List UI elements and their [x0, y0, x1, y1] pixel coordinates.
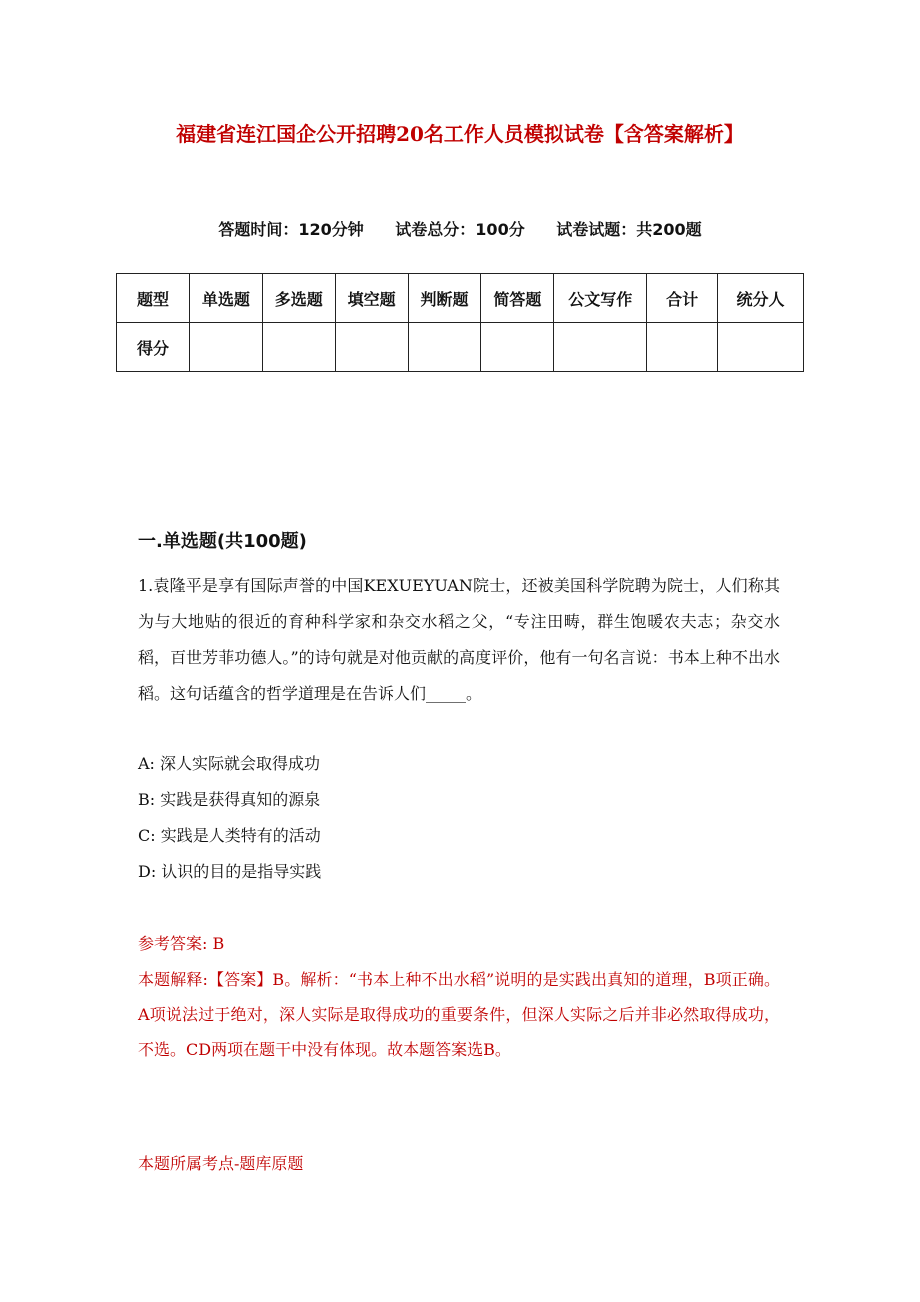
exam-meta — [0, 216, 920, 244]
question-text: 1.袁隆平是享有国际声誉的中国KEXUEYUAN院士，还被美国科学院聘为院士，人们称其为与大地贴的很近的育种科学家和杂交水稻之父，“专注田畴，群生饱暖农夫志；杂交水稻，百世芳菲功德人。”的诗句就是对他贡献的高度评价，他有一句名言说：书本上种不出水稻。这句话蕴含的哲学道理是在告诉人们_____。 — [138, 576, 780, 703]
section-heading: 一.单选题(共100题) — [138, 531, 307, 552]
score-table-header-cell: 统分人 — [718, 274, 804, 323]
score-cell — [481, 323, 554, 372]
score-table-header-cell: 多选题 — [262, 274, 335, 323]
score-table-header-cell: 公文写作 — [554, 274, 647, 323]
page-title: 福建省连江国企公开招聘20名工作人员模拟试卷【含答案解析】 — [176, 122, 744, 146]
score-cell — [408, 323, 481, 372]
option-a: A: 深人实际就会取得成功 — [138, 754, 321, 773]
score-table-score-row — [117, 323, 804, 372]
exam-time: 答题时间：120分钟 — [218, 220, 364, 239]
reference-answer: 参考答案: B — [138, 934, 225, 953]
option-d: D: 认识的目的是指导实践 — [138, 862, 322, 881]
score-cell — [262, 323, 335, 372]
score-table-header-cell: 简答题 — [481, 274, 554, 323]
score-row-label: 得分 — [117, 323, 190, 372]
score-table-header-cell: 合计 — [647, 274, 718, 323]
score-cell — [189, 323, 262, 372]
option-list — [138, 746, 321, 890]
score-table-header-row — [117, 274, 804, 323]
score-cell — [718, 323, 804, 372]
score-table-header-cell: 判断题 — [408, 274, 481, 323]
score-table — [116, 273, 804, 372]
score-table-header-cell: 单选题 — [189, 274, 262, 323]
option-b: B: 实践是获得真知的源泉 — [138, 790, 321, 809]
score-cell — [335, 323, 408, 372]
exam-question-count: 试卷试题：共200题 — [556, 220, 702, 239]
score-table-header-cell: 填空题 — [335, 274, 408, 323]
score-cell — [647, 323, 718, 372]
exam-total-score: 试卷总分：100分 — [395, 220, 525, 239]
score-table-header-cell: 题型 — [117, 274, 190, 323]
score-cell — [554, 323, 647, 372]
answer-explanation: 本题解释:【答案】B。解析：“书本上种不出水稻”说明的是实践出真知的道理，B项正确。A项说法过于绝对，深人实际是取得成功的重要条件，但深人实际之后并非必然取得成功，不选。CD两项在题干中没有体现。故本题答案选B。 — [138, 970, 780, 1059]
option-c: C: 实践是人类特有的活动 — [138, 826, 321, 845]
question-source: 本题所属考点-题库原题 — [138, 1154, 304, 1173]
